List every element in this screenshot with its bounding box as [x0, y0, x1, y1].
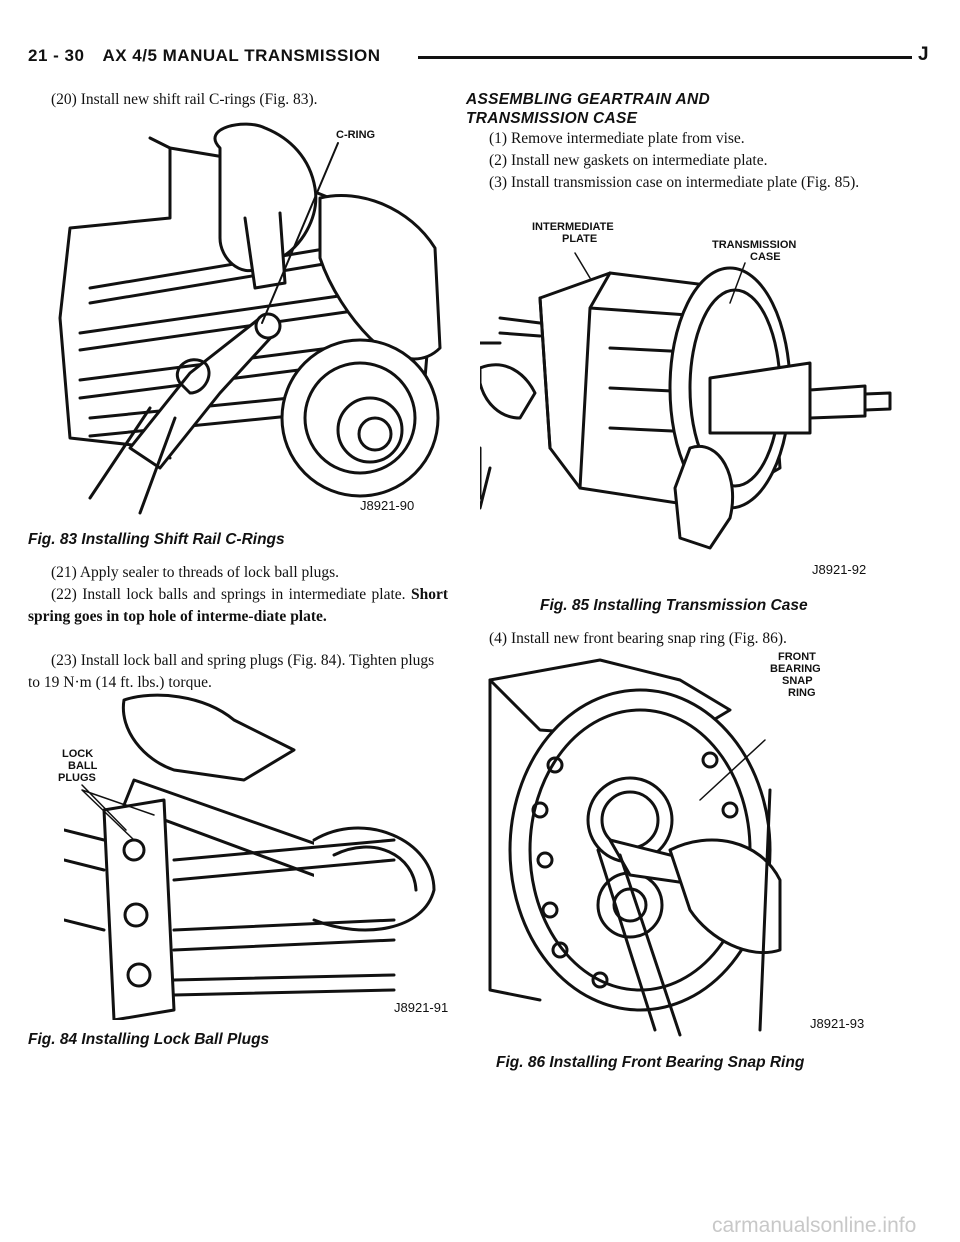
page-header: [28, 46, 399, 66]
fig-84-code: J8921-91: [394, 1000, 448, 1015]
fig-86-caption: Fig. 86 Installing Front Bearing Snap Ring: [496, 1054, 805, 1071]
fig-83-illustration: [30, 118, 450, 518]
fig-85-illustration: [480, 218, 900, 588]
fig-85-labels: [510, 218, 840, 268]
fig-86-label-line2: BEARING: [770, 663, 821, 675]
fig-84-caption: Fig. 84 Installing Lock Ball Plugs: [28, 1031, 270, 1048]
fig-84-illustration: [64, 690, 448, 1020]
fig-85-label-b-line1: TRANSMISSION: [712, 239, 797, 251]
watermark: carmanualsonline.info: [712, 1214, 917, 1237]
header-marker: J: [918, 44, 929, 65]
fig-85-caption: Fig. 85 Installing Transmission Case: [540, 597, 808, 614]
fig-83-code: J8921-90: [360, 498, 415, 513]
page-number: 21 - 30: [28, 46, 85, 65]
fig-86-illustration: [480, 650, 900, 1040]
step-4: (4) Install new front bearing snap ring (Fig. 86).: [489, 630, 787, 647]
fig-84-label-line1: LOCK: [62, 748, 94, 760]
fig-83-caption: Fig. 83 Installing Shift Rail C-Rings: [28, 531, 285, 548]
step-3: (3) Install transmission case on intermediate plate (Fig. 85).: [489, 174, 860, 191]
fig-86-label-line1: FRONT: [778, 651, 816, 663]
fig-85-label-b-line2: CASE: [750, 251, 781, 263]
step-22-text: (22) Install lock balls and springs in intermediate plate.: [51, 586, 406, 603]
fig-85-label-a-line2: PLATE: [562, 233, 598, 245]
fig-85-label-a-line1: INTERMEDIATE: [532, 221, 614, 233]
header-rule: [418, 56, 912, 59]
fig-86-label-line3: SNAP: [782, 675, 813, 687]
fig-84-label-line2: BALL: [68, 760, 98, 772]
section-title: AX 4/5 MANUAL TRANSMISSION: [102, 46, 381, 65]
step-22: [28, 584, 448, 628]
step-1: (1) Remove intermediate plate from vise.: [489, 130, 745, 147]
section-heading-line1: ASSEMBLING GEARTRAIN AND: [466, 91, 711, 108]
step-20: (20) Install new shift rail C-rings (Fig. 83).: [51, 91, 318, 108]
step-22-note: Short spring goes in top hole of interme-diate plate.: [28, 586, 448, 625]
step-21: (21) Apply sealer to threads of lock ball plugs.: [51, 564, 339, 581]
fig-86-label-line4: RING: [788, 687, 816, 699]
step-2: (2) Install new gaskets on intermediate plate.: [489, 152, 768, 169]
fig-83-label-c-ring: C-RING: [336, 129, 376, 141]
fig-84-label-line3: PLUGS: [58, 772, 96, 784]
section-heading: [466, 90, 926, 128]
fig-85-code: J8921-92: [812, 562, 867, 577]
fig-84-label: [58, 745, 118, 795]
fig-86-label: [770, 648, 850, 708]
step-23: (23) Install lock ball and spring plugs (Fig. 84). Tighten plugs to 19 N·m (14 ft. lbs.) torque.: [28, 652, 435, 691]
section-heading-line2: TRANSMISSION CASE: [466, 110, 638, 127]
fig-86-code: J8921-93: [810, 1016, 865, 1031]
